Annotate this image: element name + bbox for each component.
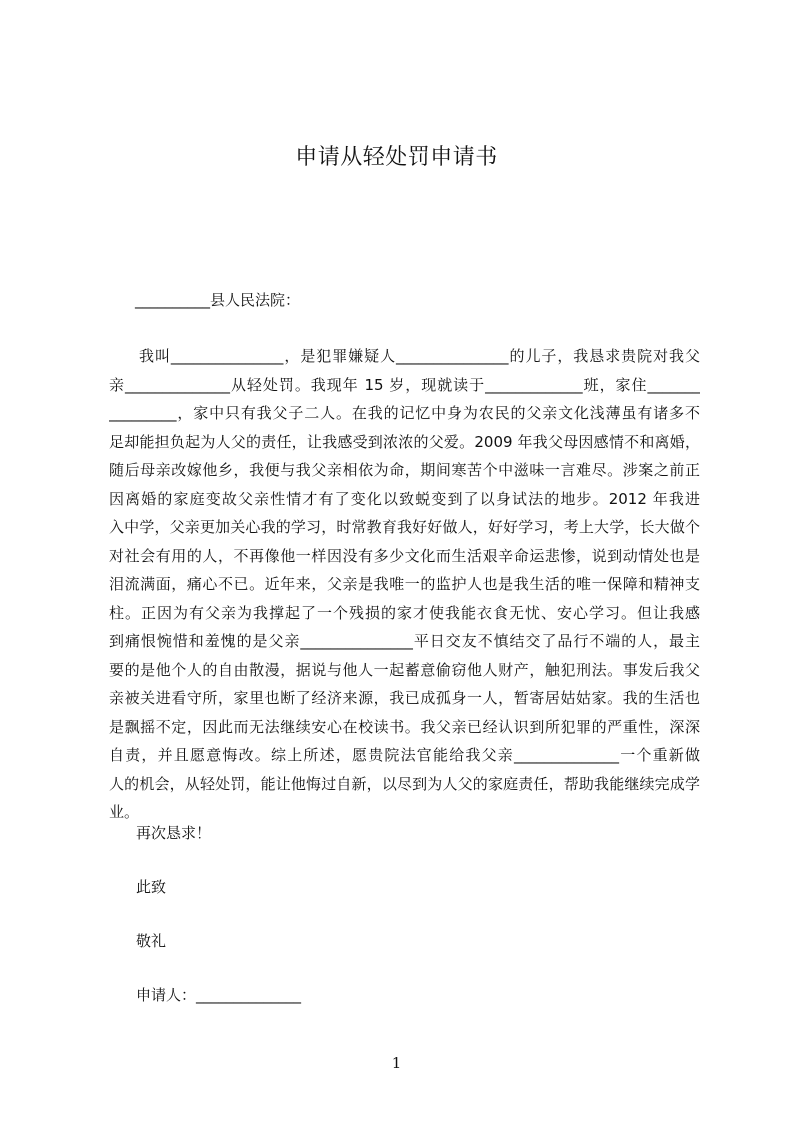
body-line: 泪流满面，痛心不已。近年来，父亲是我唯一的监护人也是我生活的唯一保障和精神支	[109, 575, 700, 593]
body-line: 亲被关进看守所，家里也断了经济来源，我已成孤身一人，暂寄居姑姑家。我的生活也	[109, 689, 700, 707]
body-line: _________，家中只有我父子二人。在我的记忆中身为农民的父亲文化浅薄虽有诸多不	[109, 404, 700, 422]
body-line: 我叫_______________，是犯罪嫌疑人_______________的儿子，我恳求贵院对我父	[139, 347, 700, 365]
body-line: 自责，并且愿意悔改。综上所述，愿贵院法官能给我父亲______________一个重新做	[109, 746, 700, 764]
body-line: 随后母亲改嫁他乡，我便与我父亲相依为命，期间寒苦个中滋味一言难尽。涉案之前正	[109, 461, 700, 479]
closing-plea: 再次恳求！	[136, 824, 212, 842]
applicant-signature-line: 申请人：______________	[136, 986, 302, 1004]
body-paragraph	[109, 342, 700, 827]
body-line: 对社会有用的人，不再像他一样因没有多少文化而生活艰辛命运悲惨，说到动情处也是	[109, 546, 700, 565]
salutation-jingli: 敬礼	[136, 932, 167, 950]
body-line: 人的机会，从轻处罚，能让他悔过自新，以尽到为人父的家庭责任，帮助我能继续完成学	[109, 774, 700, 793]
body-line: 到痛恨惋惜和羞愧的是父亲_______________平日交友不慎结交了品行不端的人，最主	[109, 632, 700, 650]
body-line: 足却能担负起为人父的责任，让我感受到浓浓的父爱。2009 年我父母因感情不和离婚，	[109, 432, 700, 451]
salutation-cizhi: 此致	[136, 878, 167, 896]
body-line: 要的是他个人的自由散漫，据说与他人一起蓄意偷窃他人财产，触犯刑法。事发后我父	[109, 660, 700, 679]
body-line: 因离婚的家庭变故父亲性情才有了变化以致蜕变到了以身试法的地步。2012 年我进	[109, 489, 700, 508]
body-line: 是飘摇不定，因此而无法继续安心在校读书。我父亲已经认识到所犯罪的严重性，深深	[109, 717, 700, 736]
body-line: 入中学，父亲更加关心我的学习，时常教育我好好做人，好好学习，考上大学，长大做个	[109, 518, 700, 536]
page-number: 1	[391, 1054, 402, 1072]
addressee-line: __________县人民法院：	[135, 291, 301, 309]
body-line: 业。	[109, 803, 140, 821]
body-line: 柱。正因为有父亲为我撑起了一个残损的家才使我能衣食无忧、安心学习。但让我感	[109, 603, 700, 622]
body-line: 亲______________从轻处罚。我现年 15 岁，现就读于_____________班，家住_______	[109, 375, 700, 394]
document-title: 申请从轻处罚申请书	[295, 145, 498, 170]
